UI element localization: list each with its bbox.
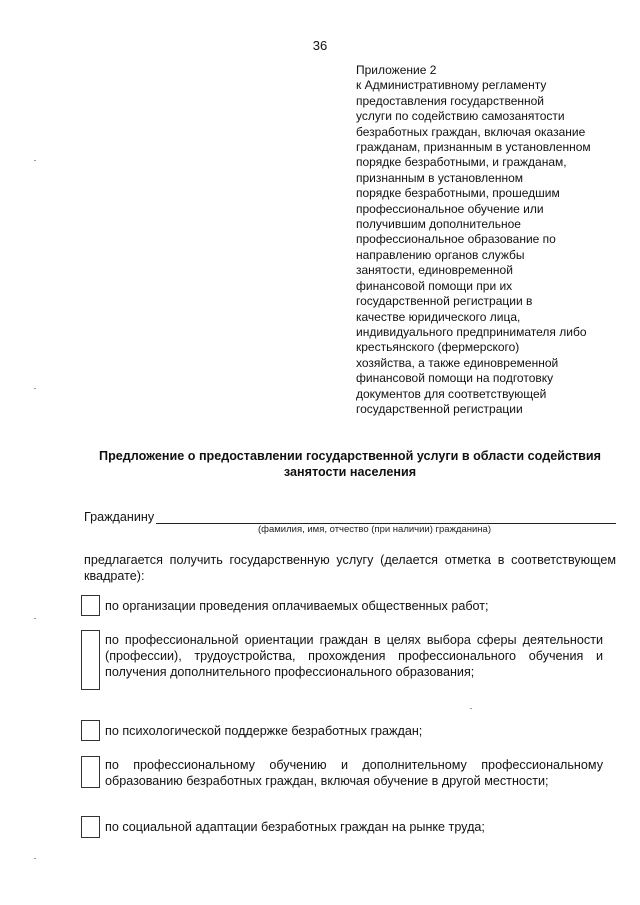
option-label: по профессиональному обучению и дополнительному профессиональному образованию безработных граждан, включая обучение в другой местности; (105, 758, 603, 788)
appendix-line: порядке безработными, и гражданам, (356, 155, 567, 170)
recipient-hint: (фамилия, имя, отчество (при наличии) гражданина) (258, 524, 492, 535)
appendix-line: финансовой помощи на подготовку (356, 371, 554, 386)
option-checkbox[interactable] (81, 630, 100, 690)
appendix-line: предоставления государственной (356, 93, 545, 108)
document-title-line: Предложение о предоставлении государственной услуги в области содействия (99, 449, 601, 463)
appendix-line: Приложение 2 (356, 63, 437, 77)
appendix-block (356, 63, 616, 417)
appendix-line: занятости, единовременной (356, 263, 513, 278)
appendix-line: индивидуального предпринимателя либо (356, 324, 587, 339)
appendix-line: признанным в установленном (356, 170, 524, 185)
scan-speck (470, 708, 472, 709)
appendix-line: к Административному регламенту (356, 78, 547, 93)
option-checkbox[interactable] (81, 720, 100, 741)
appendix-line: хозяйства, а также единовременной (356, 355, 559, 370)
intro-text: предлагается получить государственную услугу (делается отметка в соответствующем квадрате): (84, 553, 616, 583)
appendix-line: услуги по содействию самозанятости (356, 109, 565, 124)
appendix-line: финансовой помощи при их (356, 278, 513, 293)
page-number: 36 (312, 38, 328, 53)
option-checkbox[interactable] (81, 816, 100, 838)
appendix-line: гражданам, признанным в установленном (356, 140, 591, 155)
appendix-line: качестве юридического лица, (356, 309, 521, 324)
option-label: по социальной адаптации безработных граждан на рынке труда; (105, 820, 485, 834)
scan-speck (34, 160, 36, 161)
appendix-line: получившим дополнительное (356, 217, 521, 232)
option-label: по профессиональной ориентации граждан в целях выбора сферы деятельности (профессии), трудоустройства, прохождения профессионального обучения и получения дополнительного профессионального образования; (105, 633, 603, 679)
option-label: по психологической поддержке безработных граждан; (105, 724, 423, 738)
appendix-line: документов для соответствующей (356, 386, 547, 401)
appendix-line: крестьянского (фермерского) (356, 340, 520, 355)
appendix-line: безработных граждан, включая оказание (356, 124, 586, 139)
appendix-line: государственной регистрации (356, 401, 523, 416)
appendix-line: порядке безработными, прошедшим (356, 186, 560, 201)
option-checkbox[interactable] (81, 756, 100, 788)
recipient-label: Гражданину (84, 510, 155, 524)
appendix-line: профессиональное образование по (356, 232, 556, 247)
option-checkbox[interactable] (81, 595, 100, 616)
appendix-line: профессиональное обучение или (356, 201, 544, 216)
appendix-line: государственной регистрации в (356, 294, 533, 309)
scan-speck (34, 618, 36, 619)
scan-speck (34, 858, 36, 859)
document-title-line: занятости населения (283, 465, 417, 479)
appendix-line: направлению органов службы (356, 247, 525, 262)
document-title (80, 448, 620, 480)
option-label: по организации проведения оплачиваемых общественных работ; (105, 599, 489, 613)
scan-speck (34, 388, 36, 389)
